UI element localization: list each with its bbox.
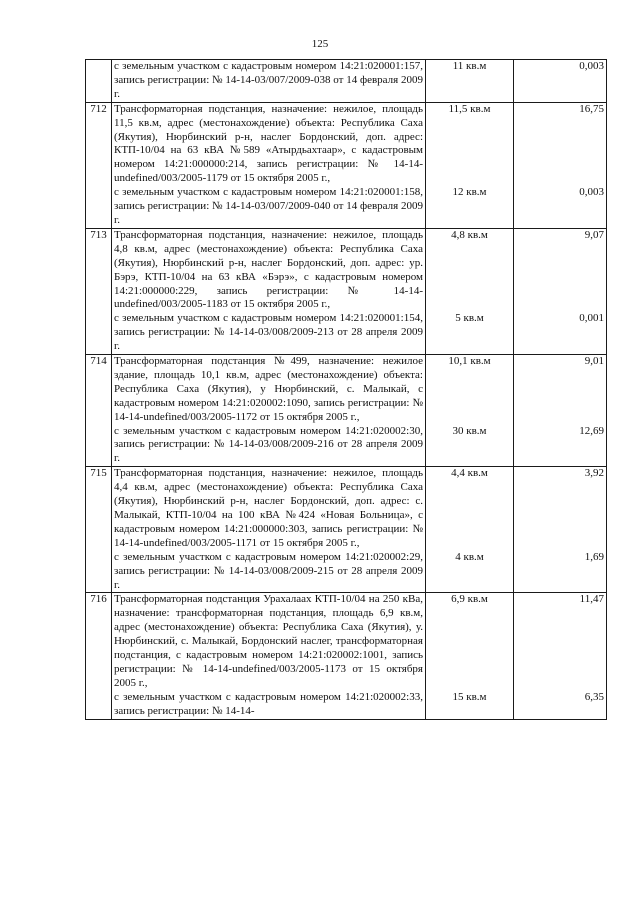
object-description	[112, 102, 426, 228]
property-registry-table	[85, 59, 607, 720]
cost-value: 6,35	[584, 690, 604, 703]
land-plot-text: с земельным участком с кадастровым номером 14:21:020002:29, запись регистрации: № 14-14-03/008/2009-215 от 28 апреля 2009 г.	[114, 550, 423, 591]
main-object-text: Трансформаторная подстанция, назначение: нежилое, площадь 4,4 кв.м, адрес (местонахождение) объекта: Республика Саха (Якутия), Нюрбинский р-н, наслег Бордонский, доп. адрес: с. Малыкай, КТП-10/04 на 100 кВА №424 «Новая Больница», с кадастровым номером 14:21:000000:303, запись регистрации: № 14-14-undefined/003/2005-1171 от 15 октября 2005 г.,	[114, 467, 423, 549]
row-number: 716	[86, 593, 112, 719]
cost-value: 3,92	[584, 467, 604, 480]
object-area	[426, 60, 514, 103]
object-value	[514, 102, 607, 228]
page-number: 125	[311, 38, 329, 50]
main-object-text: Трансформаторная подстанция Урахалаах КТП-10/04 на 250 кВа, назначение: трансформаторная подстанция, площадь 6,9 кв.м, адрес (местонахождение) объекта: Республика Саха (Якутия), у. Нюрбинский, с. Малыкай, Бордонский наслег, трансформаторная подстанция, с кадастровым номером 14:21:020002:1001, запись регистрации: № 14-14-undefined/003/2005-1173 от 15 октября 2005 г.,	[114, 593, 423, 689]
object-value	[514, 467, 607, 593]
object-value	[514, 593, 607, 719]
table-row	[86, 467, 607, 593]
row-number: 713	[86, 228, 112, 354]
cost-value: 0,001	[579, 312, 604, 325]
object-description	[112, 60, 426, 103]
object-area	[426, 593, 514, 719]
cost-value: 9,07	[584, 228, 604, 241]
object-area	[426, 467, 514, 593]
main-object-text: Трансформаторная подстанция, назначение: нежилое, площадь 4,8 кв.м, адрес (местонахождение) объекта: Республика Саха (Якутия), Нюрбинский р-н, наслег Бордонский, доп. адрес: ур. Бэрэ, КТП-10/04 на 63 кВА «Бэрэ», с кадастровым номером 14:21:000000:229, запись регистрации: № 14-14-undefined/003/2005-1183 от 15 октября 2005 г.,	[114, 228, 423, 311]
area-value: 11 кв.м	[452, 60, 487, 72]
cost-value: 0,003	[579, 60, 604, 72]
object-description	[112, 593, 426, 719]
table-row	[86, 60, 607, 103]
cost-value: 9,01	[584, 355, 604, 368]
object-area	[426, 102, 514, 228]
main-object-text: Трансформаторная подстанция, назначение: нежилое, площадь 11,5 кв.м, адрес (местонахождение) объекта: Республика Саха (Якутия), Нюрбинский р-н, наслег Бордонский, доп. адрес: КТП-10/04 на 63 кВА №589 «Атырдьахтаар», с кадастровым номером 14:21:000000:214, запись регистрации: № 14-14-undefined/003/2005-1179 от 15 октября 2005 г.,	[114, 102, 423, 185]
table-row	[86, 102, 607, 228]
object-description	[112, 355, 426, 467]
object-area	[426, 228, 514, 354]
registry-body	[86, 60, 607, 720]
area-value: 5 кв.м	[455, 312, 484, 325]
cost-value: 11,47	[579, 593, 604, 606]
table-row	[86, 355, 607, 467]
cost-value: 12,69	[579, 424, 604, 437]
cost-value: 1,69	[584, 550, 604, 563]
row-number: 715	[86, 467, 112, 593]
area-value: 30 кв.м	[452, 424, 487, 437]
row-number	[86, 60, 112, 103]
cost-value: 0,003	[579, 186, 604, 199]
area-value: 12 кв.м	[452, 186, 487, 199]
object-value	[514, 228, 607, 354]
area-value: 15 кв.м	[452, 690, 487, 703]
object-area	[426, 355, 514, 467]
area-value: 4 кв.м	[455, 550, 484, 563]
object-description	[112, 228, 426, 354]
area-value: 4,8 кв.м	[451, 228, 488, 241]
row-number: 714	[86, 355, 112, 467]
area-value: 11,5 кв.м	[448, 102, 491, 115]
object-value	[514, 60, 607, 103]
table-row	[86, 228, 607, 354]
cost-value: 16,75	[579, 102, 604, 115]
area-value: 10,1 кв.м	[448, 355, 491, 368]
land-plot-text: с земельным участком с кадастровым номером 14:21:020001:154, запись регистрации: № 14-14-03/008/2009-213 от 28 апреля 2009 г.	[114, 312, 423, 353]
land-plot-text: с земельным участком с кадастровым номером 14:21:020002:33, запись регистрации: № 14-14-	[114, 690, 423, 717]
area-value: 4,4 кв.м	[451, 467, 488, 480]
land-plot-text: с земельным участком с кадастровым номером 14:21:020001:157, запись регистрации: № 14-14-03/007/2009-038 от 14 февраля 2009 г.	[114, 60, 423, 100]
area-value: 6,9 кв.м	[451, 593, 488, 606]
main-object-text: Трансформаторная подстанция №499, назначение: нежилое здание, площадь 10,1 кв.м, адрес (местонахождение) объекта: Республика Саха (Якутия), у Нюрбинский, с. Малыкай, с кадастровым номером 14:21:020002:1090, запись регистрации: № 14-14-undefined/003/2005-1172 от 15 октября 2005 г.,	[114, 355, 423, 423]
object-description	[112, 467, 426, 593]
land-plot-text: с земельным участком с кадастровым номером 14:21:020001:158, запись регистрации: № 14-14-03/007/2009-040 от 14 февраля 2009 г.	[114, 186, 423, 226]
table-row	[86, 593, 607, 719]
object-value	[514, 355, 607, 467]
land-plot-text: с земельным участком с кадастровым номером 14:21:020002:30, запись регистрации: № 14-14-03/008/2009-216 от 28 апреля 2009 г.	[114, 424, 423, 465]
row-number: 712	[86, 102, 112, 228]
